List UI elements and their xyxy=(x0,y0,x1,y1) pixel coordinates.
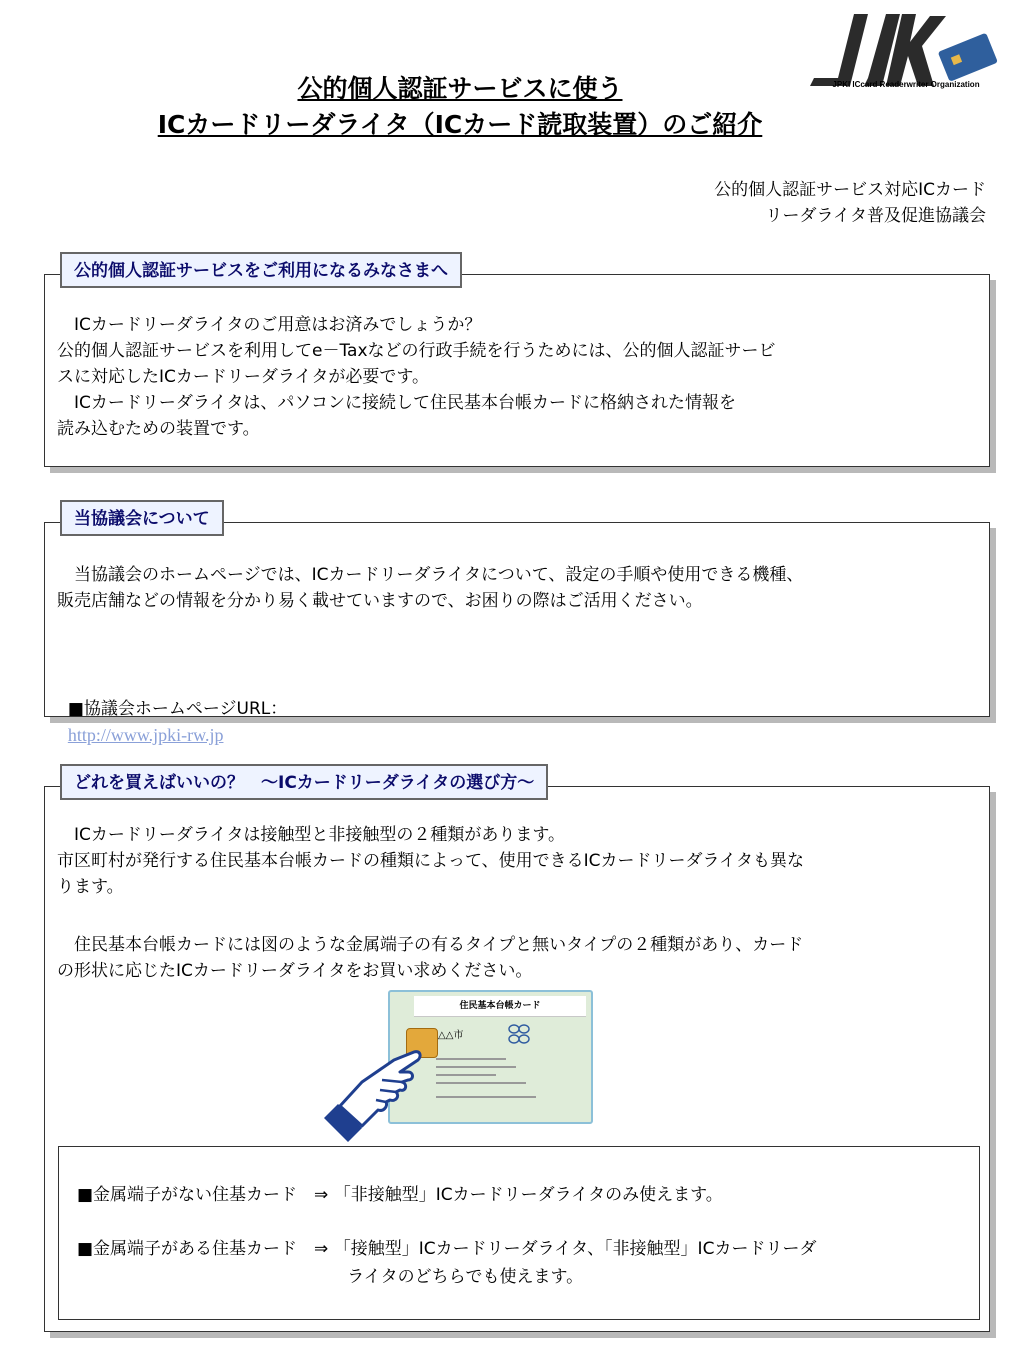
card-title: 住民基本台帳カード xyxy=(414,996,586,1017)
section-for-users-heading: 公的個人認証サービスをご利用になるみなさまへ xyxy=(60,252,462,288)
section-about-council-line: 販売店舗などの情報を分かり易く載せていますので、お困りの際はご活用ください。 xyxy=(57,591,703,611)
card-text-line xyxy=(436,1058,506,1060)
section-how-to-choose-line: の形状に応じたICカードリーダライタをお買い求めください。 xyxy=(57,961,533,981)
card-text-line xyxy=(436,1082,526,1084)
section-for-users-line: スに対応したICカードリーダライタが必要です。 xyxy=(57,367,430,387)
section-about-council-heading: 当協議会について xyxy=(60,500,224,536)
section-about-council-line: 当協議会のホームページでは、ICカードリーダライタについて、設定の手順や使用できる機種、 xyxy=(57,565,804,585)
section-for-users-line: ICカードリーダライタは、パソコンに接続して住民基本台帳カードに格納された情報を xyxy=(57,393,737,413)
org-line2: リーダライタ普及促進協議会 xyxy=(765,206,986,226)
flower-emblem-icon xyxy=(506,1022,532,1046)
card-text-line xyxy=(436,1066,516,1068)
homepage-url-link[interactable]: http://www.jpki-rw.jp xyxy=(67,725,224,745)
card-type-summary xyxy=(58,1146,980,1320)
org-line1: 公的個人認証サービス対応ICカード xyxy=(714,180,986,200)
section-for-users-line: 読み込むための装置です。 xyxy=(57,419,260,439)
section-how-to-choose-line: ります。 xyxy=(57,877,124,897)
card-text-line xyxy=(436,1074,496,1076)
contact-row: ■金属端子がある住基カード ⇒ 「接触型」ICカードリーダライタ、「非接触型」ICカードリーダ xyxy=(77,1239,817,1259)
homepage-url-row xyxy=(57,670,287,749)
homepage-url-label: ■協議会ホームページURL： xyxy=(67,699,288,719)
contact-row-continued: ライタのどちらでも使えます。 xyxy=(77,1267,584,1287)
section-for-users-line: 公的個人認証サービスを利用してe－Taxなどの行政手続を行うためには、公的個人認証サービ xyxy=(57,341,776,361)
section-how-to-choose-line: 市区町村が発行する住民基本台帳カードの種類によって、使用できるICカードリーダライタも異な xyxy=(57,851,805,871)
section-how-to-choose-heading: どれを買えばいいの？ ～ICカードリーダライタの選び方～ xyxy=(60,764,548,800)
page-title-line1: 公的個人認証サービスに使う xyxy=(297,74,623,103)
page-title-line2: ICカードリーダライタ（ICカード読取装置）のご紹介 xyxy=(157,110,763,139)
pointing-hand-icon xyxy=(322,1030,432,1148)
no-contact-row: ■金属端子がない住基カード ⇒ 「非接触型」ICカードリーダライタのみ使えます。 xyxy=(77,1185,723,1205)
card-city: △△市 xyxy=(438,1030,464,1041)
logo-caption: JPKI ICcard Readerwriter Organization xyxy=(832,80,980,89)
card-text-line xyxy=(436,1096,536,1098)
organization-name xyxy=(714,177,986,229)
section-how-to-choose-line: ICカードリーダライタは接触型と非接触型の２種類があります。 xyxy=(57,825,566,845)
section-for-users-line: ICカードリーダライタのご用意はお済みでしょうか？ xyxy=(57,315,482,335)
section-how-to-choose-line: 住民基本台帳カードには図のような金属端子の有るタイプと無いタイプの２種類があり、カード xyxy=(57,935,804,955)
